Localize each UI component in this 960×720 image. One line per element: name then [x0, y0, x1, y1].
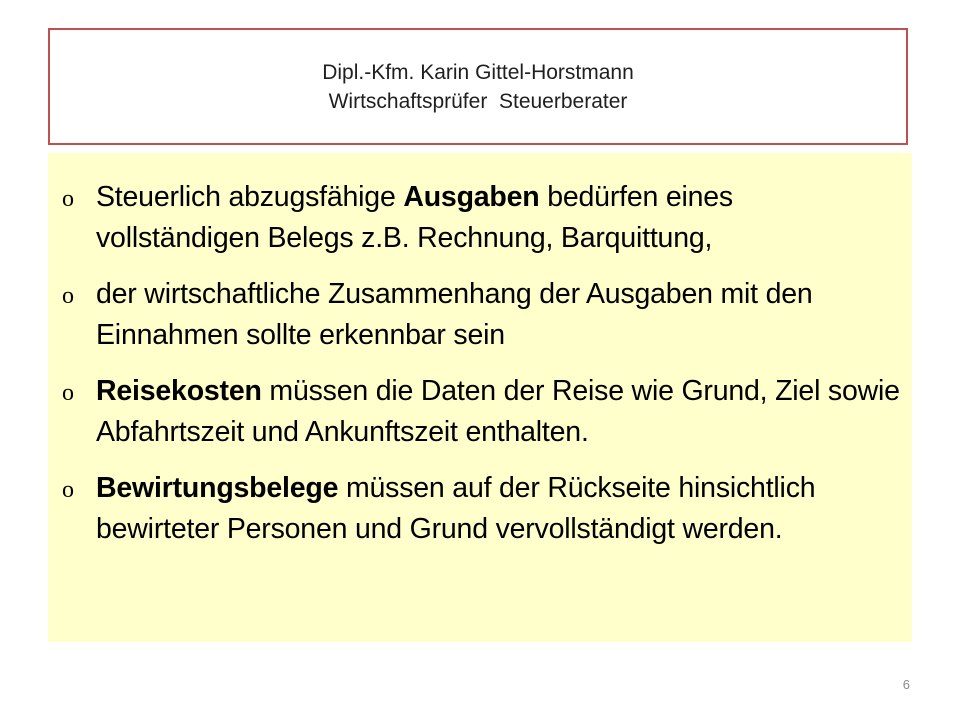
bullet-text-part: müssen die Daten der Reise wie Grund, Ziel sowie Abfahrtszeit und Ankunftszeit enthalten.: [96, 375, 900, 448]
bullet-text-part: müssen auf der Rückseite hinsichtlich bewirteter Personen und Grund vervollständigt werden.: [96, 472, 816, 545]
header-title: Wirtschaftsprüfer Steuerberater: [328, 89, 628, 113]
content-box: [48, 153, 912, 642]
bullet-text: [96, 177, 902, 259]
bullet-text-bold: Reisekosten: [96, 375, 262, 407]
bullet-marker-icon: o: [62, 477, 74, 503]
bullet-marker-icon: o: [62, 186, 74, 212]
bullet-list: [62, 177, 902, 550]
bullet-text-bold: Bewirtungsbelege: [96, 472, 339, 504]
page-number: 6: [902, 677, 910, 692]
list-item: [62, 371, 902, 453]
bullet-text-bold: Ausgaben: [403, 181, 540, 213]
list-item: [62, 468, 902, 550]
bullet-text: [96, 274, 902, 356]
bullet-text-part: Steuerlich abzugsfähige: [96, 181, 404, 213]
header-box: [48, 28, 908, 145]
header-name: Dipl.-Kfm. Karin Gittel-Horstmann: [322, 60, 634, 84]
bullet-text-part: der wirtschaftliche Zusammenhang der Ausgaben mit den Einnahmen sollte erkennbar sein: [96, 278, 813, 351]
bullet-text-part: bedürfen eines vollständigen Belegs z.B. Rechnung, Barquittung,: [96, 181, 733, 254]
list-item: [62, 274, 902, 356]
bullet-marker-icon: o: [62, 283, 74, 309]
list-item: [62, 177, 902, 259]
bullet-marker-icon: o: [62, 380, 74, 406]
bullet-text: [96, 468, 902, 550]
bullet-text: [96, 371, 902, 453]
